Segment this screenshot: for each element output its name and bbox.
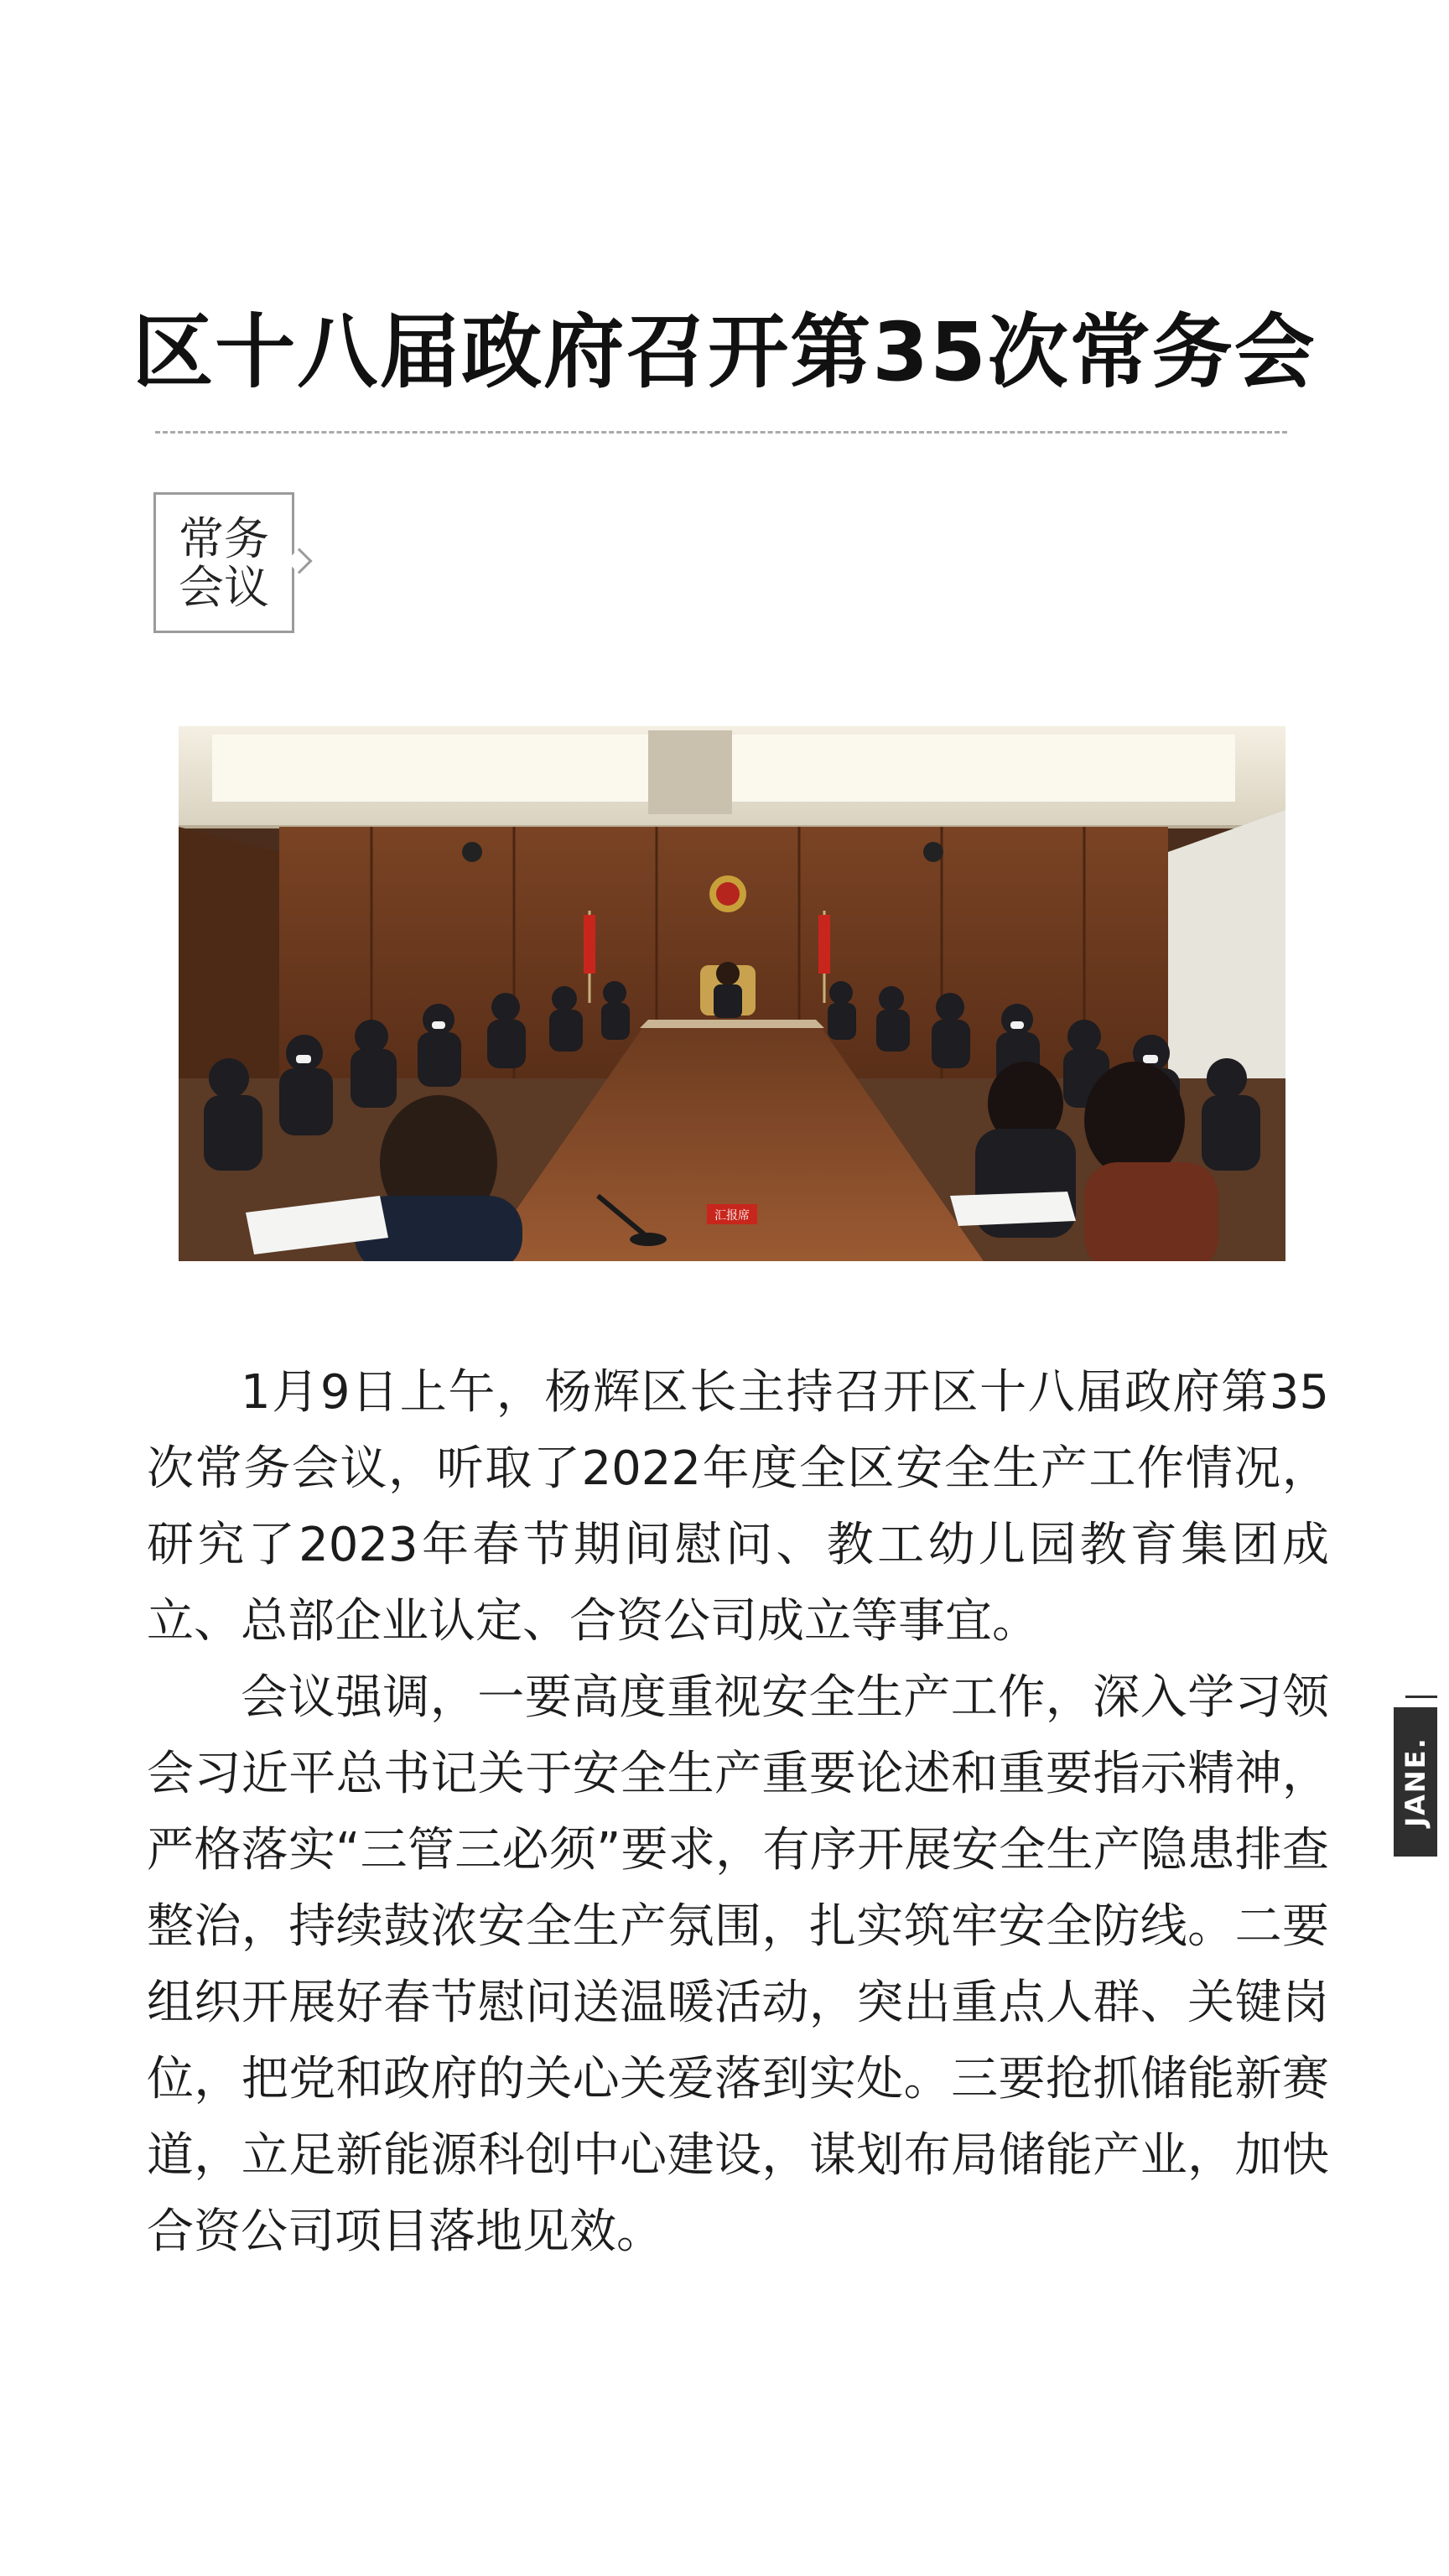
- title-divider: [155, 431, 1287, 434]
- paragraph-2: 会议强调，一要高度重视安全生产工作，深入学习领会习近平总书记关于安全生产重要论述和重要指示精神，严格落实“三管三必须”要求，有序开展安全生产隐患排查整治，持续鼓浓安全生产氛围，扎实筑牢安全防线。二要组织开展好春节慰问送温暖活动，突出重点人群、关键岗位，把党和政府的关心关爱落到实处。三要抢抓储能新赛道，立足新能源科创中心建设，谋划布局储能产业，加快合资公司项目落地见效。: [147, 1670, 1329, 2259]
- meeting-photo-illustration: [179, 726, 1285, 1261]
- article-title: 区十八届政府召开第35次常务会: [132, 305, 1317, 399]
- side-tab-label: JANE.: [1400, 1737, 1431, 1827]
- meeting-photo: [179, 726, 1285, 1261]
- paragraph-1: 1月9日上午，杨辉区长主持召开区十八届政府第35次常务会议，听取了2022年度全区安全生产工作情况，研究了2023年春节期间慰问、教工幼儿园教育集团成立、总部企业认定、合资公司成立等事宜。: [147, 1365, 1329, 1649]
- section-tag-label: [156, 512, 292, 614]
- section-tag-line1: 常务: [179, 512, 269, 565]
- article-body: [147, 1354, 1329, 2270]
- section-tag-line2: 会议: [179, 561, 269, 614]
- section-tag: [153, 492, 294, 633]
- side-tab-rule: [1405, 1696, 1437, 1698]
- photo-plaque-text: 汇报席: [714, 1209, 750, 1223]
- side-tab-button[interactable]: [1394, 1707, 1437, 1857]
